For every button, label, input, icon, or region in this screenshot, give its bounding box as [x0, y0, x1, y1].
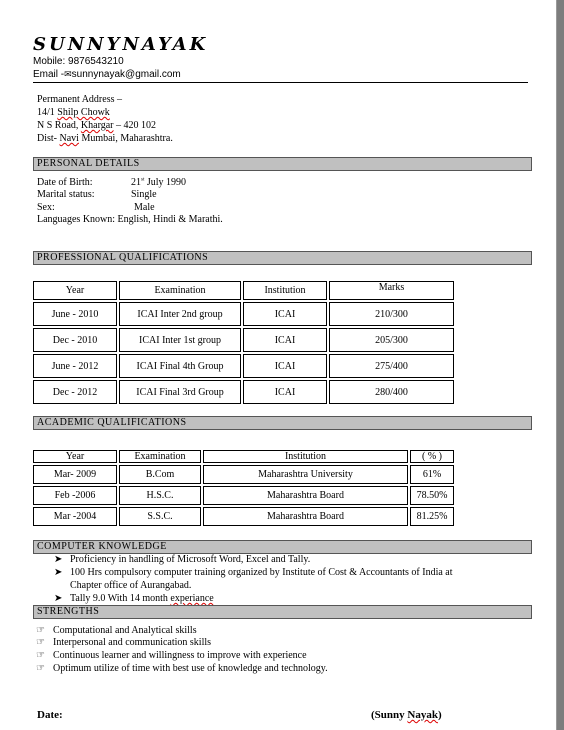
- address-line-1: 14/1 Shilp Chowk: [37, 107, 110, 118]
- strength-item: ☞ Continuous learner and willingness to improve with experience: [36, 650, 307, 661]
- email-line: [33, 69, 181, 80]
- cell: Dec - 2010: [33, 328, 117, 352]
- cell: 61%: [410, 465, 454, 484]
- section-professional-qualifications: PROFESSIONAL QUALIFICATIONS: [33, 251, 532, 265]
- table-header-row: [33, 450, 454, 463]
- cell: B.Com: [119, 465, 201, 484]
- table-row: [33, 465, 454, 484]
- cell: 205/300: [329, 328, 454, 352]
- cell: ICAI: [243, 302, 327, 326]
- date-label: Date:: [37, 709, 63, 721]
- marital-value: Single: [131, 189, 157, 200]
- marital-label: Marital status:: [37, 189, 95, 200]
- table-row: [33, 302, 454, 326]
- table-row: [33, 380, 454, 404]
- pointing-hand-icon: ☞: [36, 637, 45, 648]
- col-marks: Marks: [329, 281, 454, 300]
- computer-item-2: ➤ 100 Hrs compulsory computer training organized by Institute of Cost & Accountants of India at Chapter office of Aurangabad.: [54, 567, 453, 591]
- cell: June - 2012: [33, 354, 117, 378]
- sex-label: Sex:: [37, 202, 55, 213]
- col-institution: Institution: [243, 281, 327, 300]
- col-examination: Examination: [119, 450, 201, 463]
- cell: H.S.C.: [119, 486, 201, 505]
- cell: ICAI Final 3rd Group: [119, 380, 241, 404]
- section-personal-details: PERSONAL DETAILS: [33, 157, 532, 171]
- strength-item: ☞ Computational and Analytical skills: [36, 625, 197, 636]
- signature-name: (Sunny Nayak): [371, 709, 442, 721]
- section-computer-knowledge: COMPUTER KNOWLEDGE: [33, 540, 532, 554]
- arrow-bullet-icon: ➤: [54, 554, 63, 565]
- cell: 78.50%: [410, 486, 454, 505]
- col-examination: Examination: [119, 281, 241, 300]
- cell: ICAI Inter 2nd group: [119, 302, 241, 326]
- email-label: Email -: [33, 69, 65, 80]
- cell: 81.25%: [410, 507, 454, 526]
- pointing-hand-icon: ☞: [36, 625, 45, 636]
- mobile-number: Mobile: 9876543210: [33, 56, 124, 67]
- table-row: [33, 486, 454, 505]
- address-label: Permanent Address –: [37, 94, 122, 105]
- col-percentage: ( % ): [410, 450, 454, 463]
- cell: ICAI: [243, 328, 327, 352]
- candidate-name: SUNNYNAYAK: [33, 34, 209, 55]
- permanent-address: [37, 93, 173, 145]
- cell: June - 2010: [33, 302, 117, 326]
- pointing-hand-icon: ☞: [36, 663, 45, 674]
- academic-table: [31, 448, 456, 528]
- header-divider: [33, 82, 528, 83]
- cell: Feb -2006: [33, 486, 117, 505]
- cell: Maharashtra Board: [203, 507, 408, 526]
- cell: ICAI: [243, 354, 327, 378]
- cell: Dec - 2012: [33, 380, 117, 404]
- languages-known: Languages Known: English, Hindi & Marathi.: [37, 214, 223, 225]
- table-row: [33, 328, 454, 352]
- cell: 210/300: [329, 302, 454, 326]
- cell: S.S.C.: [119, 507, 201, 526]
- section-strengths: STRENGTHS: [33, 605, 532, 619]
- dob-label: Date of Birth:: [37, 177, 93, 188]
- cell: ICAI Inter 1st group: [119, 328, 241, 352]
- cell: Maharashtra Board: [203, 486, 408, 505]
- col-year: Year: [33, 450, 117, 463]
- pointing-hand-icon: ☞: [36, 650, 45, 661]
- strength-item: ☞ Optimum utilize of time with best use of knowledge and technology.: [36, 663, 328, 674]
- dob-value: 21st July 1990: [131, 177, 187, 188]
- computer-item-3: ➤ Tally 9.0 With 14 month experiance: [54, 593, 214, 604]
- professional-table: [31, 279, 456, 406]
- cell: Mar- 2009: [33, 465, 117, 484]
- computer-item-1: ➤ Proficiency in handling of Microsoft Word, Excel and Tally.: [54, 554, 311, 565]
- cell: 280/400: [329, 380, 454, 404]
- cell: 275/400: [329, 354, 454, 378]
- arrow-bullet-icon: ➤: [54, 567, 63, 578]
- envelope-icon: ✉: [64, 69, 72, 79]
- table-header-row: [33, 281, 454, 300]
- email-address: sunnynayak@gmail.com: [71, 69, 181, 80]
- col-year: Year: [33, 281, 117, 300]
- sex-value: Male: [134, 202, 155, 213]
- section-academic-qualifications: ACADEMIC QUALIFICATIONS: [33, 416, 532, 430]
- arrow-bullet-icon: ➤: [54, 593, 63, 604]
- table-row: [33, 507, 454, 526]
- table-row: [33, 354, 454, 378]
- cell: Mar -2004: [33, 507, 117, 526]
- address-line-2: N S Road, Khargar – 420 102: [37, 120, 156, 131]
- cell: ICAI Final 4th Group: [119, 354, 241, 378]
- strength-item: ☞ Interpersonal and communication skills: [36, 637, 212, 648]
- cell: Maharashtra University: [203, 465, 408, 484]
- page-shadow: [557, 0, 564, 730]
- address-line-3: Dist- Navi Mumbai, Maharashtra.: [37, 133, 173, 144]
- cell: ICAI: [243, 380, 327, 404]
- col-institution: Institution: [203, 450, 408, 463]
